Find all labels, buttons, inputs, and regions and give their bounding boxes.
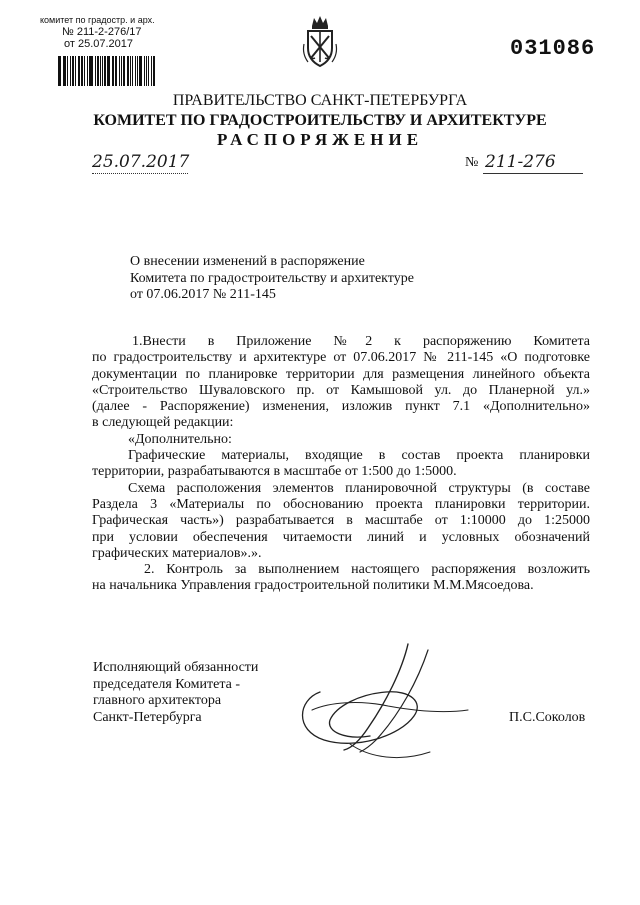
barcode-bar (84, 56, 85, 86)
paragraph-1-line: документации по планировке территории для размещения линейного объекта (92, 366, 590, 382)
paragraph-3-line: при условии обеспечения читаемости линий и условных обозначений (92, 529, 590, 545)
barcode-bar (90, 56, 93, 86)
barcode-bar (87, 56, 88, 86)
registration-stamp (40, 14, 180, 50)
barcode-bar (123, 56, 126, 86)
barcode-bar (137, 56, 138, 86)
barcode-bar (72, 56, 75, 86)
position-line: председателя Комитета - (93, 676, 241, 692)
paragraph-3-line: графических материалов».». (92, 545, 262, 561)
paragraph-1-line: по градостроительству и архитектуре от 07.06.2017 № 211-145 «О подготовке (92, 350, 590, 366)
quote-title: «Дополнительно: (128, 431, 232, 447)
stamp-date: от 25.07.2017 (64, 38, 134, 50)
barcode-bar (100, 56, 101, 86)
barcode-bar (148, 56, 150, 86)
subject-line: Комитета по градостроительству и архитектуре (130, 270, 414, 286)
paragraph-4-line: на начальника Управления градостроительной политики М.М.Мясоедова. (92, 578, 534, 594)
barcode-bar (75, 56, 76, 86)
barcode-bar (151, 56, 152, 86)
government-heading: ПРАВИТЕЛЬСТВО САНКТ-ПЕТЕРБУРГА (172, 92, 468, 109)
coat-of-arms-icon (300, 14, 340, 70)
position-line: Санкт-Петербурга (93, 709, 202, 725)
stamp-number: № 211-2-276/17 (62, 26, 142, 38)
order-date-field (92, 152, 188, 174)
barcode-bar (127, 56, 129, 86)
barcode-bar (97, 56, 99, 86)
order-body (92, 334, 590, 595)
barcode-bar (107, 56, 110, 86)
barcode-bar (135, 56, 137, 86)
paragraph-2-line: Графические материалы, входящие в состав проекта планировки (128, 448, 590, 464)
barcode-bar (146, 56, 147, 86)
barcode-bar (89, 56, 90, 86)
signatory-position (93, 660, 258, 726)
barcode-bar (115, 56, 117, 86)
order-date: 25.07.2017 (92, 152, 190, 172)
barcode-bar (144, 56, 145, 86)
subject-line: О внесении изменений в распоряжение (130, 254, 365, 269)
order-number-field (465, 152, 585, 174)
barcode-bar (102, 56, 103, 86)
paragraph-1-line: (далее - Распоряжение) изменения, изложив пункт 7.1 «Дополнительно» (92, 399, 590, 415)
paragraph-3-line: Графическая часть») разрабатывается в масштабе от 1:10000 до 1:25000 (92, 513, 590, 529)
barcode-bar (63, 56, 64, 86)
barcode-bar (64, 56, 66, 86)
handwritten-signature (290, 640, 475, 770)
position-line: Исполняющий обязанности (93, 660, 259, 675)
barcode (58, 56, 156, 86)
barcode-bar (121, 56, 122, 86)
order-number: 211-276 (485, 152, 556, 172)
barcode-bar (81, 56, 83, 86)
number-underline (483, 173, 583, 174)
paragraph-4-line: 2. Контроль за выполнением настоящего распоряжения возложить (144, 562, 590, 578)
barcode-bar (113, 56, 114, 86)
barcode-bar (119, 56, 120, 86)
document-type-title: РАСПОРЯЖЕНИЕ (216, 130, 424, 149)
barcode-bar (153, 56, 155, 86)
paragraph-1-line: «Строительство Шуваловского пр. от Камышовой ул. до Планерной ул.» (92, 382, 590, 398)
date-underline (92, 173, 188, 174)
barcode-bar (58, 56, 61, 86)
barcode-bar (104, 56, 106, 86)
signatory-name: П.С.Соколов (509, 710, 586, 725)
barcode-bar (132, 56, 133, 86)
order-subject (130, 254, 414, 304)
order-number-prefix: № (465, 155, 479, 170)
barcode-bar (67, 56, 68, 86)
barcode-bar (130, 56, 131, 86)
position-line: главного архитектора (93, 693, 222, 708)
barcode-bar (95, 56, 96, 86)
barcode-bar (112, 56, 113, 86)
barcode-bar (70, 56, 71, 86)
document-serial-number: 031086 (510, 36, 596, 61)
paragraph-2-line: территории, разрабатываются в масштабе от 1:500 до 1:5000. (92, 464, 457, 480)
paragraph-3-line: Раздела 3 «Материалы по обоснованию проекта планировки территории. (92, 496, 590, 512)
paragraph-3-line: Схема расположения элементов планировочной структуры (в составе (128, 480, 590, 496)
barcode-bar (78, 56, 80, 86)
subject-line: от 07.06.2017 № 211-145 (130, 287, 276, 302)
paragraph-1-line: 1.Внести в Приложение №2 к распоряжению Комитета (132, 334, 590, 349)
paragraph-1-line: в следующей редакции: (92, 415, 234, 431)
stamp-organization: комитет по градостр. и арх. (40, 15, 155, 25)
barcode-bar (139, 56, 142, 86)
committee-heading: КОМИТЕТ ПО ГРАДОСТРОИТЕЛЬСТВУ И АРХИТЕКТУРЕ (93, 112, 547, 129)
